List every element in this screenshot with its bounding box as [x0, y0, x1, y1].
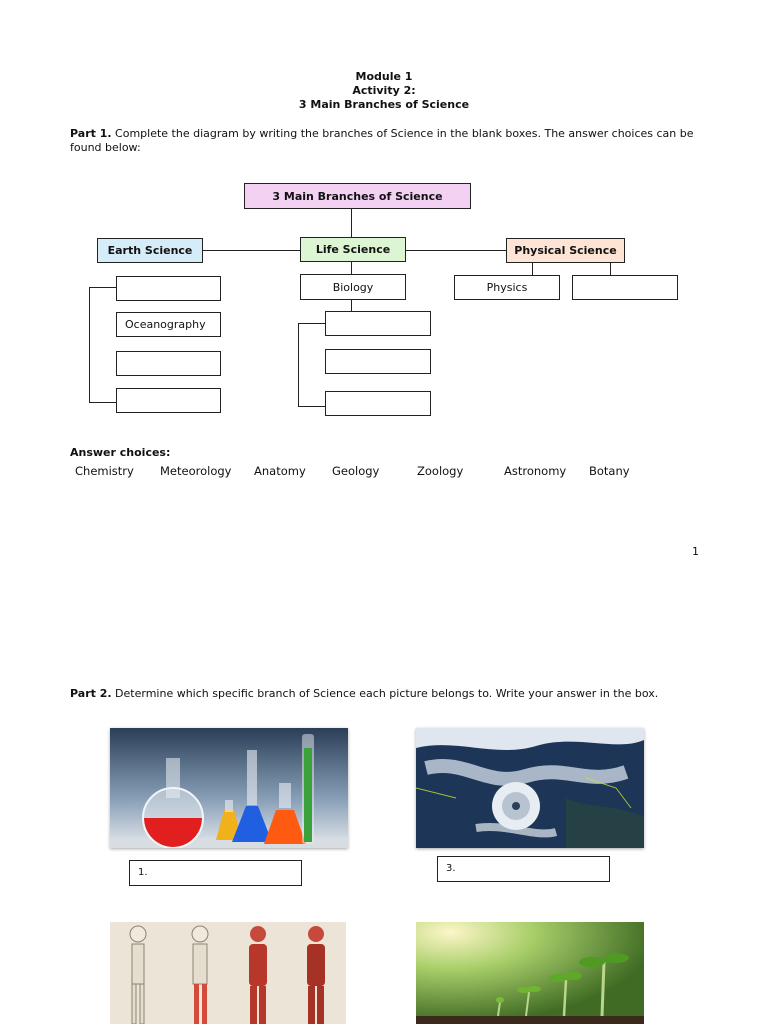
- earth-bracket-vertical: [89, 287, 90, 402]
- connector-physical-left: [532, 263, 533, 275]
- connector-life-physical: [406, 250, 506, 251]
- anatomy-image: [110, 922, 346, 1024]
- page-number: 1: [692, 545, 699, 558]
- part2-instructions: [70, 687, 700, 701]
- page-title: 3 Main Branches of Science: [298, 98, 470, 111]
- answer-box-1-label: 1.: [138, 867, 148, 878]
- physical-physics-box: Physics: [454, 275, 560, 300]
- life-blank-1[interactable]: [325, 311, 431, 336]
- flasks-image: [110, 728, 348, 848]
- earth-oceanography-box: Oceanography: [116, 312, 221, 337]
- connector-root-life: [351, 209, 352, 237]
- life-blank-3[interactable]: [325, 391, 431, 416]
- activity-title: Activity 2:: [352, 84, 416, 97]
- module-title: Module 1: [355, 70, 413, 83]
- life-bracket-bottom: [298, 406, 325, 407]
- part1-label: Part 1.: [70, 127, 112, 140]
- connector-physical-right: [610, 263, 611, 275]
- part1-text: Complete the diagram by writing the branches of Science in the blank boxes. The answer choices can be found below:: [70, 127, 694, 154]
- root-box: 3 Main Branches of Science: [244, 183, 471, 209]
- earth-blank-3[interactable]: [116, 388, 221, 413]
- choice-zoology: Zoology: [417, 464, 464, 478]
- answer-choices-heading: Answer choices:: [70, 446, 171, 459]
- connector-biology-branches: [351, 300, 352, 311]
- part2-label: Part 2.: [70, 687, 112, 700]
- life-science-box: Life Science: [300, 237, 406, 262]
- answer-box-3-label: 3.: [446, 863, 456, 874]
- earth-bracket-top: [89, 287, 116, 288]
- connector-life-biology: [351, 262, 352, 274]
- choice-geology: Geology: [332, 464, 380, 478]
- choice-astronomy: Astronomy: [504, 464, 567, 478]
- physical-science-box: Physical Science: [506, 238, 625, 263]
- earth-bracket-bottom: [89, 402, 116, 403]
- satellite-storm-image: [416, 728, 644, 848]
- connector-earth-life: [202, 250, 300, 251]
- part2-text: Determine which specific branch of Science each picture belongs to. Write your answer in the box.: [115, 687, 659, 700]
- answer-box-1[interactable]: [129, 860, 302, 886]
- life-blank-2[interactable]: [325, 349, 431, 374]
- earth-blank-1[interactable]: [116, 276, 221, 301]
- earth-blank-2[interactable]: [116, 351, 221, 376]
- part1-instructions: [70, 127, 700, 155]
- choice-botany: Botany: [589, 464, 630, 478]
- life-biology-box: Biology: [300, 274, 406, 300]
- choice-anatomy: Anatomy: [254, 464, 306, 478]
- life-bracket-top: [298, 323, 325, 324]
- life-bracket-vertical: [298, 323, 299, 406]
- physical-blank-1[interactable]: [572, 275, 678, 300]
- earth-science-box: Earth Science: [97, 238, 203, 263]
- choice-meteorology: Meteorology: [160, 464, 232, 478]
- answer-box-3[interactable]: [437, 856, 610, 882]
- choice-chemistry: Chemistry: [75, 464, 134, 478]
- seedlings-image: [416, 922, 644, 1024]
